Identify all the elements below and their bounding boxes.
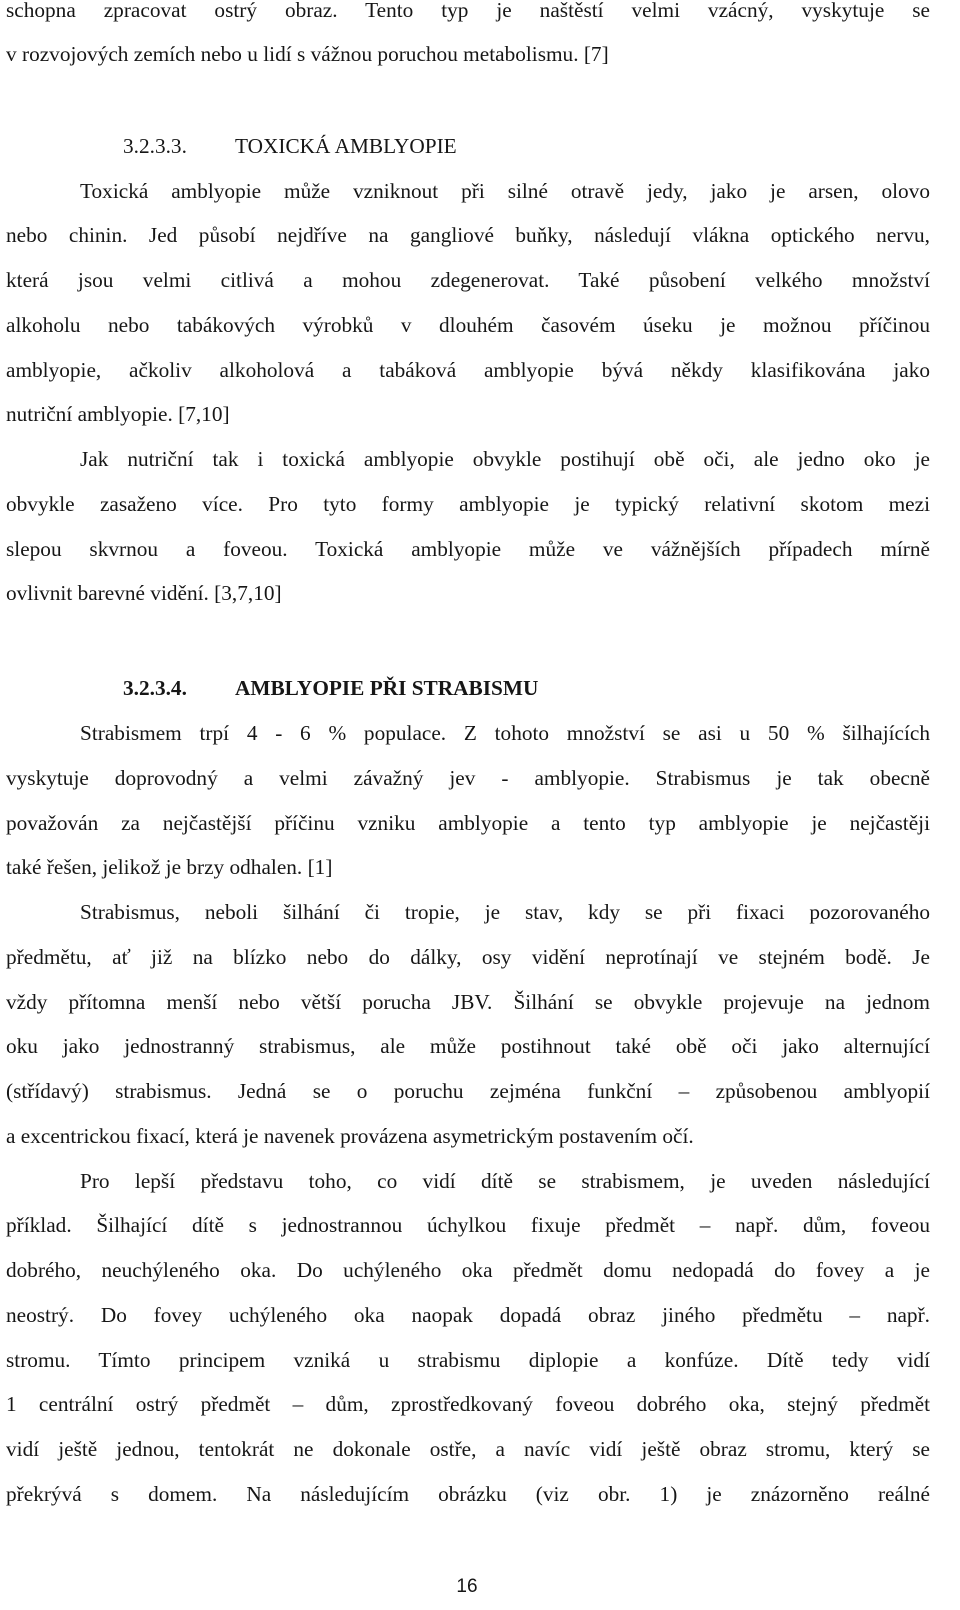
page-number: 16 [456, 1576, 478, 1597]
body-text-line: vidí ještě jednou, tentokrát ne dokonale ostře, a navíc vidí ještě obraz stromu, který se [6, 1437, 930, 1461]
section-heading: AMBLYOPIE PŘI STRABISMU [235, 676, 539, 700]
body-text-line: amblyopie, ačkoliv alkoholová a tabáková amblyopie bývá někdy klasifikována jako [6, 358, 930, 382]
body-text-line: slepou skvrnou a foveou. Toxická amblyopie může ve vážnějších případech mírně [6, 537, 930, 561]
body-text-line: obvykle zasaženo více. Pro tyto formy amblyopie je typický relativní skotom mezi [6, 492, 930, 516]
body-text-line: vyskytuje doprovodný a velmi závažný jev - amblyopie. Strabismus je tak obecně [6, 766, 930, 790]
body-text-line: předmětu, ať již na blízko nebo do dálky, osy vidění neprotínají ve stejném bodě. Je [6, 945, 930, 969]
body-text-line: neostrý. Do fovey uchýleného oka naopak dopadá obraz jiného předmětu – např. [6, 1303, 930, 1327]
body-text-line: alkoholu nebo tabákových výrobků v dlouhém časovém úseku je možnou příčinou [6, 313, 930, 337]
body-text-line: schopna zpracovat ostrý obraz. Tento typ je naštěstí velmi vzácný, vyskytuje se [6, 0, 930, 22]
body-text-line: Strabismus, neboli šilhání či tropie, je stav, kdy se při fixaci pozorovaného [80, 900, 930, 924]
body-text-line: také řešen, jelikož je brzy odhalen. [1] [6, 855, 333, 879]
body-text-line: Jak nutriční tak i toxická amblyopie obvykle postihují obě oči, ale jedno oko je [80, 447, 930, 471]
body-text-line: překrývá s domem. Na následujícím obrázku (viz obr. 1) je znázorněno reálné [6, 1482, 930, 1506]
body-text-line: ovlivnit barevné vidění. [3,7,10] [6, 581, 282, 605]
body-text-line: vždy přítomna menší nebo větší porucha JBV. Šilhání se obvykle projevuje na jednom [6, 990, 930, 1014]
body-text-line: Strabismem trpí 4 - 6 % populace. Z tohoto množství se asi u 50 % šilhajících [80, 721, 930, 745]
body-text-line: 1 centrální ostrý předmět – dům, zprostředkovaný foveou dobrého oka, stejný předmět [6, 1392, 930, 1416]
body-text-line: která jsou velmi citlivá a mohou zdegenerovat. Také působení velkého množství [6, 268, 930, 292]
body-text-line: oku jako jednostranný strabismus, ale může postihnout také obě oči jako alternující [6, 1034, 930, 1058]
body-text-line: Pro lepší představu toho, co vidí dítě se strabismem, je uveden následující [80, 1169, 930, 1193]
body-text-line: v rozvojových zemích nebo u lidí s vážnou poruchou metabolismu. [7] [6, 42, 609, 66]
body-text-line: považován za nejčastější příčinu vzniku amblyopie a tento typ amblyopie je nejčastěji [6, 811, 930, 835]
body-text-line: stromu. Tímto principem vzniká u strabismu diplopie a konfúze. Dítě tedy vidí [6, 1348, 930, 1372]
body-text-line: Toxická amblyopie může vzniknout při silné otravě jedy, jako je arsen, olovo [80, 179, 930, 203]
body-text-line: dobrého, neuchýleného oka. Do uchýleného oka předmět domu nedopadá do fovey a je [6, 1258, 930, 1282]
section-heading: TOXICKÁ AMBLYOPIE [235, 134, 457, 158]
body-text-line: (střídavý) strabismus. Jedná se o poruchu zejména funkční – způsobenou amblyopií [6, 1079, 930, 1103]
body-text-line: a excentrickou fixací, která je navenek provázena asymetrickým postavením očí. [6, 1124, 694, 1148]
body-text-line: nutriční amblyopie. [7,10] [6, 402, 230, 426]
body-text-line: příklad. Šilhající dítě s jednostrannou úchylkou fixuje předmět – např. dům, foveou [6, 1213, 930, 1237]
section-number: 3.2.3.4. [123, 676, 187, 700]
section-number: 3.2.3.3. [123, 134, 187, 158]
body-text-line: nebo chinin. Jed působí nejdříve na gangliové buňky, následují vlákna optického nervu, [6, 223, 930, 247]
